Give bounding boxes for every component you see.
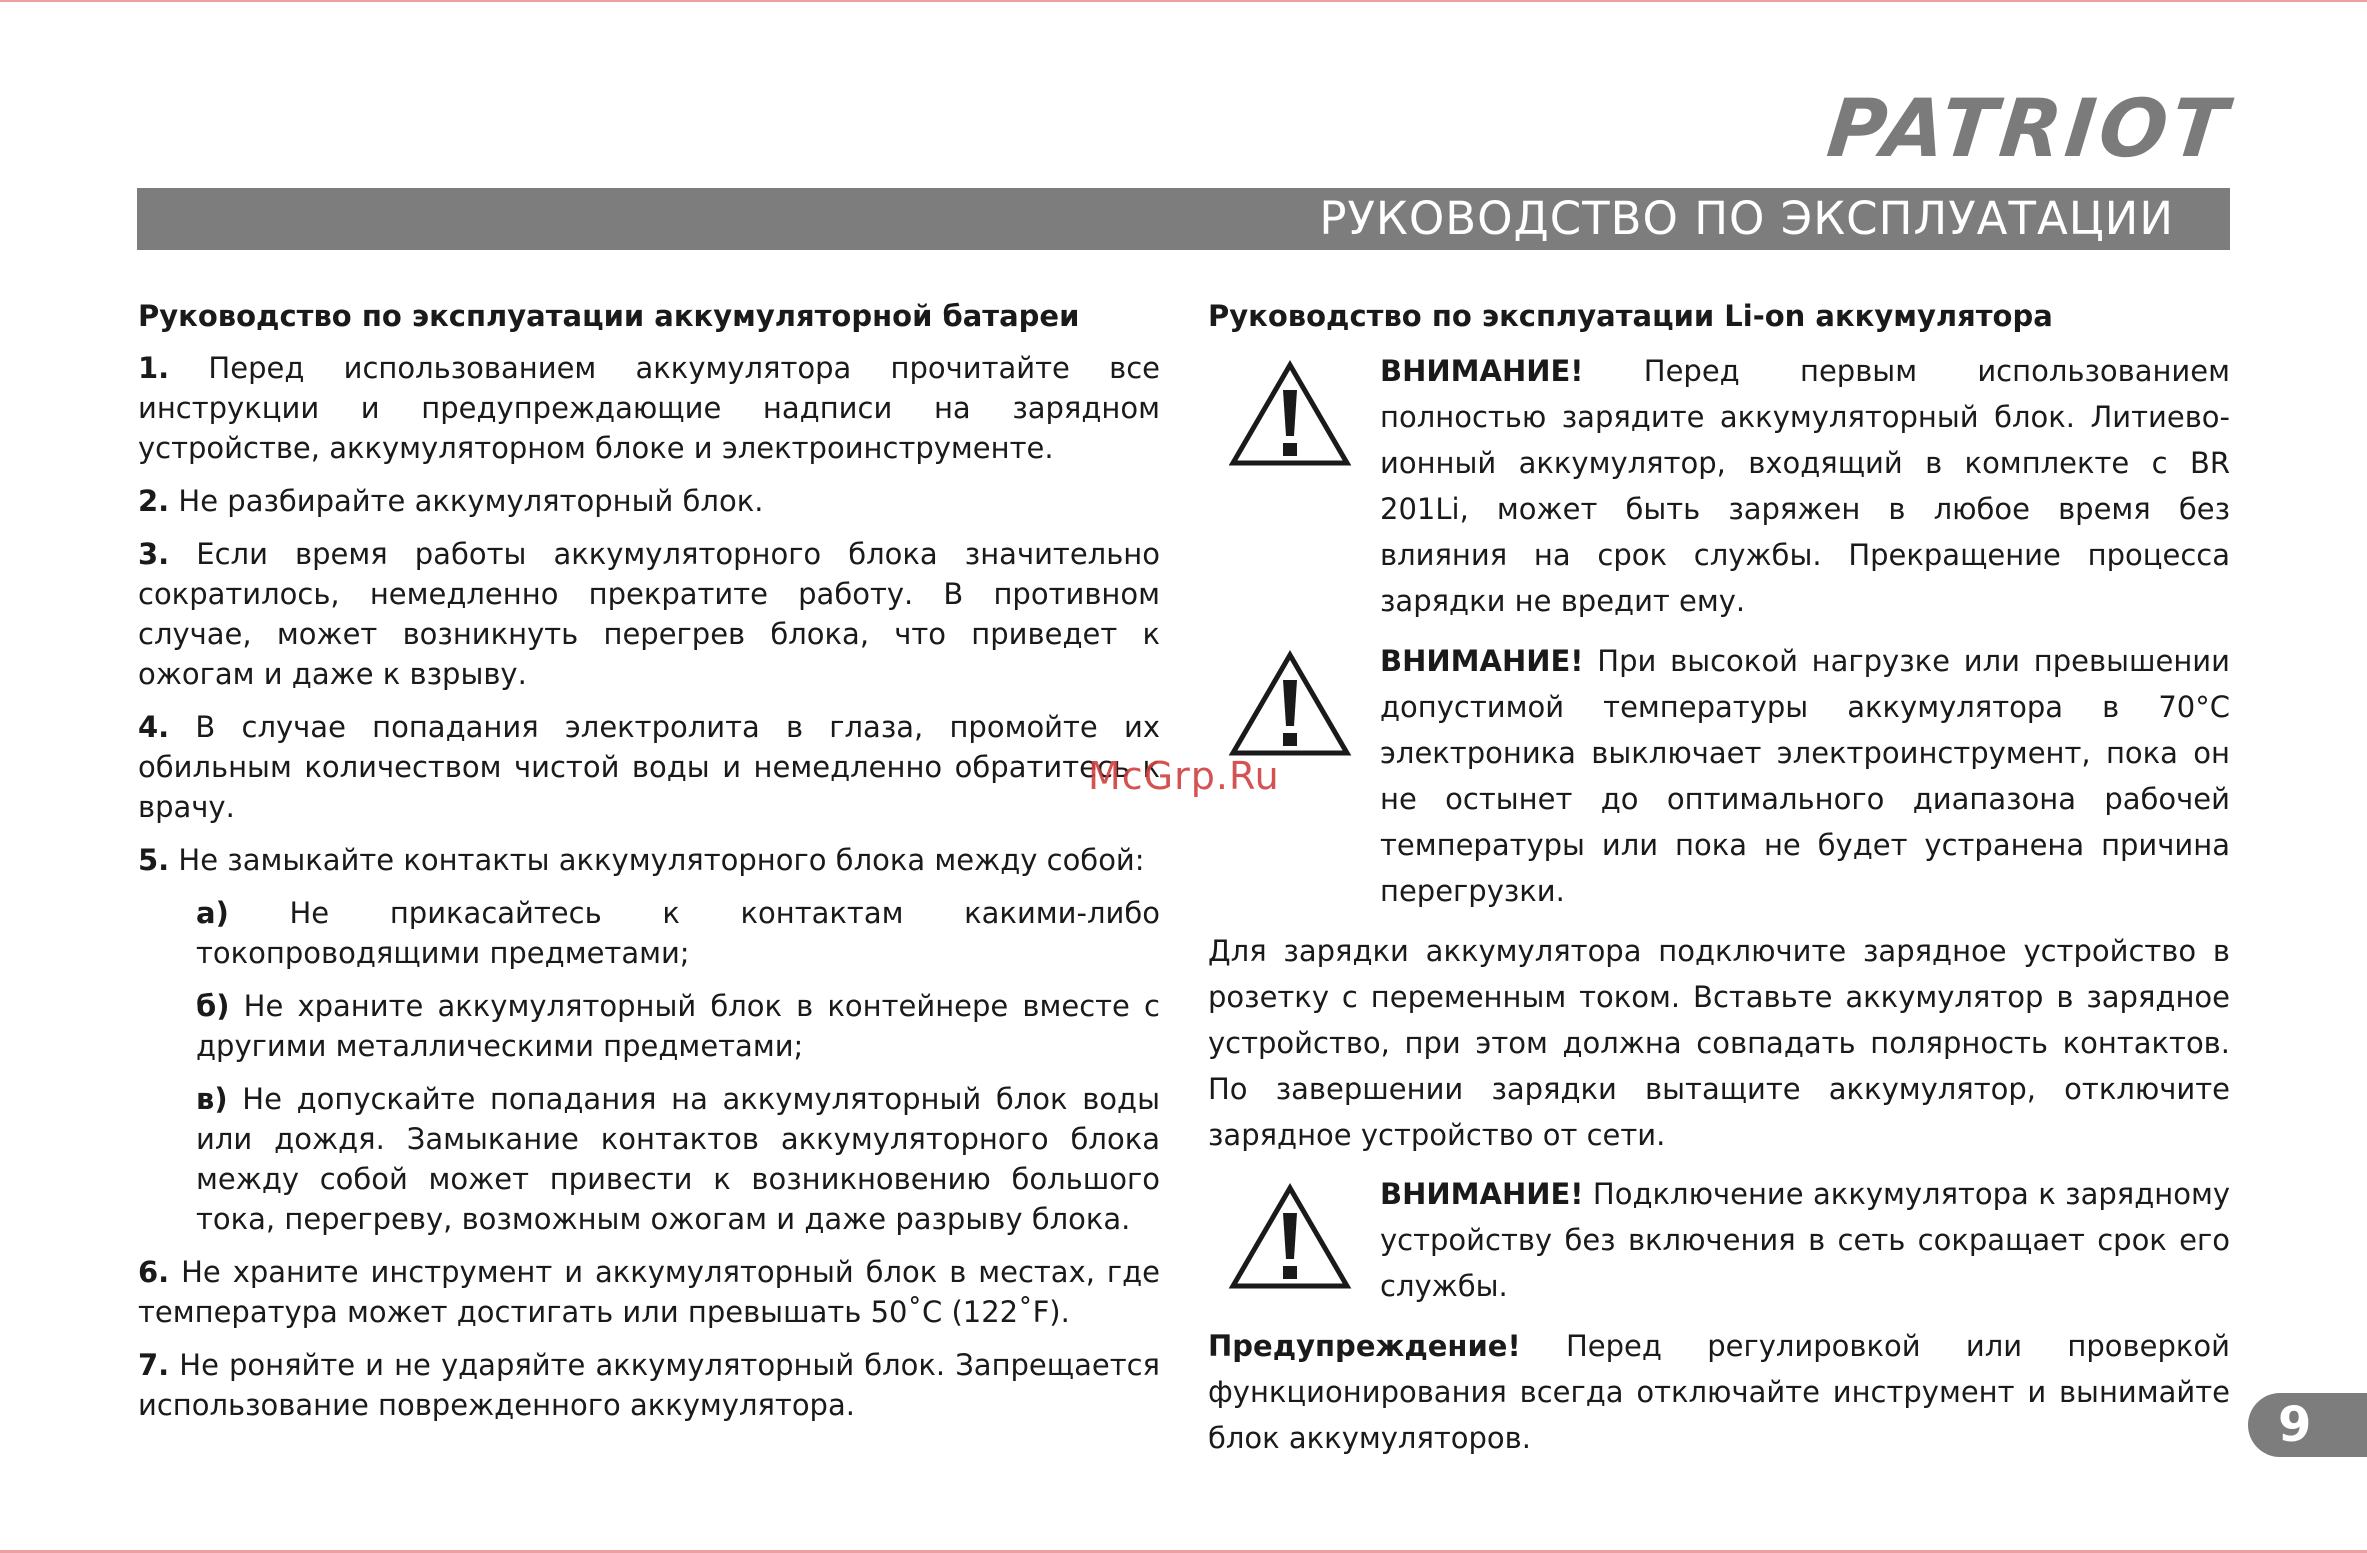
page-number-tab	[2248, 1393, 2367, 1457]
warning-triangle-icon	[1228, 360, 1352, 468]
warning-triangle-icon	[1228, 1183, 1352, 1291]
list-item: 3. Если время работы аккумуляторного блока значительно сократилось, немедленно прекратите работу. В противном случае, может возникнуть перегрев блока, что приведет к ожогам и даже к взрыву.	[138, 537, 1160, 691]
sub-list-item: б) Не храните аккумуляторный блок в контейнере вместе с другими металлическими предметами;	[196, 989, 1160, 1063]
left-column	[138, 296, 1160, 1438]
list-item: 4. В случае попадания электролита в глаза, промойте их обильным количеством чистой воды и немедленно обратитесь к врачу.	[138, 710, 1160, 824]
right-column	[1208, 296, 2230, 1474]
list-item: 5. Не замыкайте контакты аккумуляторного блока между собой:	[138, 843, 1145, 877]
sub-list-item: а) Не прикасайтесь к контактам какими-либо токопроводящими предметами;	[196, 896, 1160, 970]
right-section-title: Руководство по эксплуатации Li-on аккумулятора	[1208, 299, 2053, 333]
sub-list-item: в) Не допускайте попадания на аккумуляторный блок воды или дождя. Замыкание контактов аккумуляторного блока между собой может привести к возникновению большого тока, перегреву, возможным ожогам и даже разрыву блока.	[196, 1082, 1160, 1236]
warning-triangle-icon	[1228, 650, 1352, 758]
left-section-title: Руководство по эксплуатации аккумуляторной батареи	[138, 299, 1080, 333]
list-item: 1. Перед использованием аккумулятора прочитайте все инструкции и предупреждающие надписи на зарядном устройстве, аккумуляторном блоке и электроинструменте.	[138, 351, 1160, 465]
charging-paragraph: Для зарядки аккумулятора подключите зарядное устройство в розетку с переменным током. Вставьте аккумулятор в зарядное устройство, при этом должна совпадать полярность контактов. По завершении зарядки вытащите аккумулятор, отключите зарядное устройство от сети.	[1208, 934, 2230, 1152]
watermark: McGrp.Ru	[1088, 754, 1280, 798]
list-item: 7. Не роняйте и не ударяйте аккумуляторный блок. Запрещается использование поврежденного аккумулятора.	[138, 1348, 1160, 1422]
patriot-logo: PATRIOT	[1823, 82, 2235, 175]
warning-block-2: ВНИМАНИЕ! При высокой нагрузке или превышении допустимой температуры аккумулятора в 70°С электроника выключает электроинструмент, пока он не остынет до оптимального диапазона рабочей температуры или пока не будет устранена причина перегрузки.	[1208, 638, 2230, 914]
warning-block-1: ВНИМАНИЕ! Перед первым использованием полностью зарядите аккумуляторный блок. Литиево-ионный аккумулятор, входящий в комплекте с BR 201Li, может быть заряжен в любое время без влияния на срок службы. Прекращение процесса зарядки не вредит ему.	[1208, 348, 2230, 624]
list-item: 2. Не разбирайте аккумуляторный блок.	[138, 484, 764, 518]
list-item: 6. Не храните инструмент и аккумуляторный блок в местах, где температура может достигать или превышать 50˚С (122˚F).	[138, 1255, 1160, 1329]
caution-paragraph: Предупреждение! Перед регулировкой или проверкой функционирования всегда отключайте инструмент и вынимайте блок аккумуляторов.	[1208, 1329, 2230, 1455]
top-edge-line	[0, 0, 2367, 2]
page-number: 9	[2278, 1397, 2312, 1453]
header-bar	[137, 188, 2230, 250]
warning-block-3: ВНИМАНИЕ! Подключение аккумулятора к зарядному устройству без включения в сеть сокращает срок его службы.	[1208, 1171, 2230, 1309]
page-title: РУКОВОДСТВО ПО ЭКСПЛУАТАЦИИ	[1319, 192, 2174, 245]
